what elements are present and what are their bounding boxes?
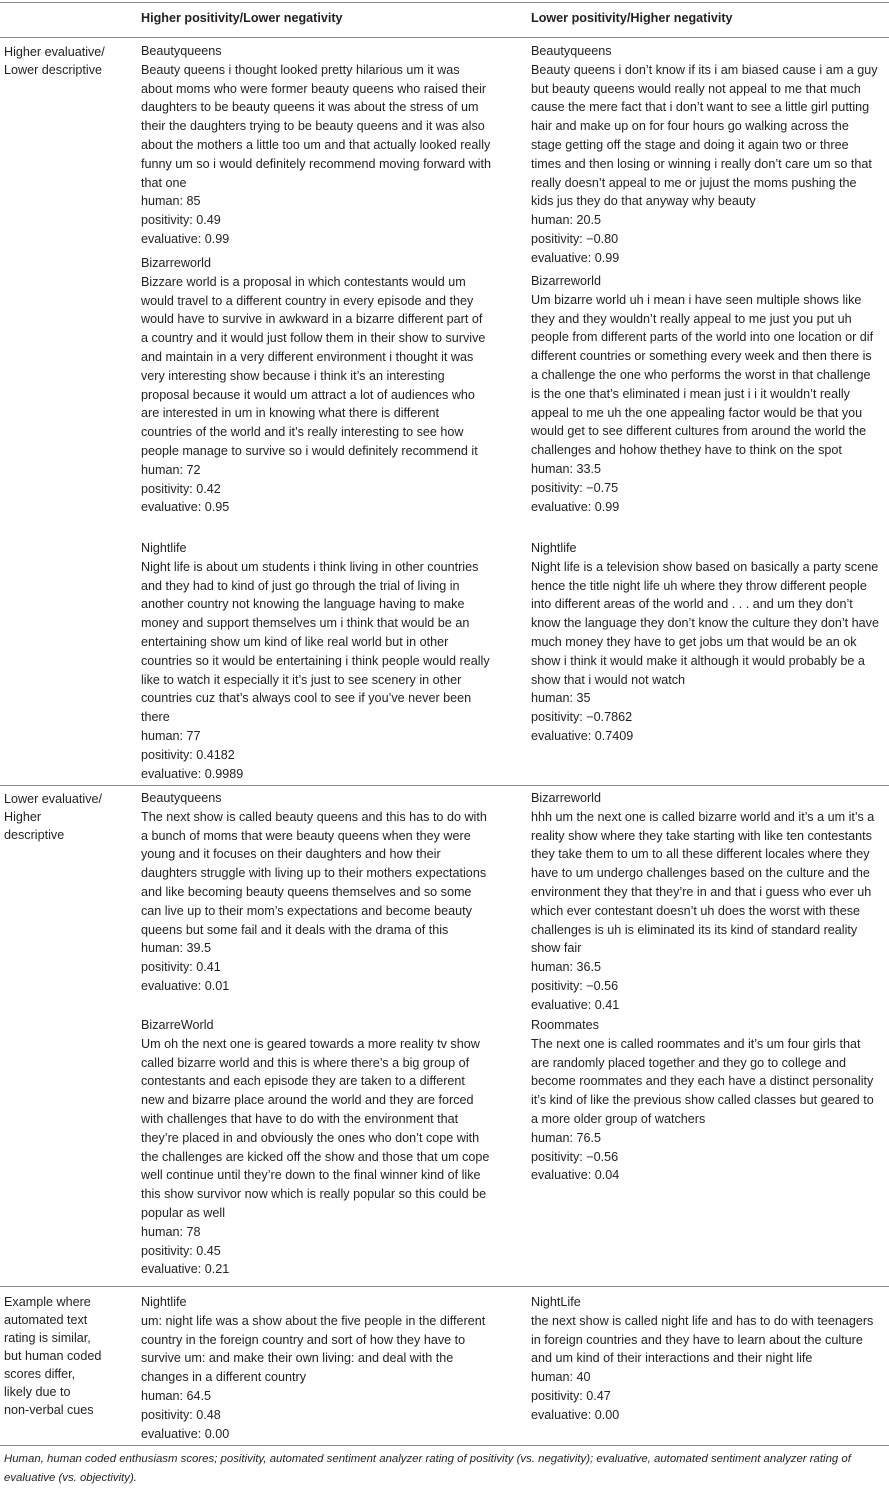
- column-header-higher-positivity: Higher positivity/Lower negativity: [141, 11, 343, 25]
- human-score: human: 76.5: [531, 1130, 602, 1145]
- transcript-cell: [141, 539, 491, 783]
- show-title: Beautyqueens: [531, 44, 612, 58]
- positivity-score: positivity: 0.48: [141, 1407, 221, 1422]
- transcript-cell: [141, 1016, 491, 1279]
- evaluative-score: evaluative: 0.99: [531, 499, 620, 514]
- show-title: Bizarreworld: [531, 274, 601, 288]
- group-rule: [0, 1286, 889, 1287]
- human-score: human: 39.5: [141, 941, 212, 956]
- transcript-text: Um oh the next one is geared towards a more reality tv show called bizarre world and this is where there’s a big group of contestants and each episode they are taken to a different new and bizarre place around the world and they are forced with challenges that have to do with the environment that they’re placed in and obviously the ones who don’t cope with the challenges are kicked off the show and those that um cope well continue until they’re down to the final winner kind of like this show survivor now which is really popular so this could be popular as well: [141, 1036, 490, 1220]
- row-group-label: Lower evaluative/ Higher descriptive: [4, 792, 103, 842]
- positivity-score: positivity: −0.56: [531, 978, 619, 993]
- transcript-text: Night life is a television show based on basically a party scene hence the title night life uh where they throw different people into different areas of the world and . . . and um they don’t know the language they don’t know the culture they don’t have much money they have to get jobs um that would be an ok show i think it would make it although it would probably be a show that i would not watch: [531, 559, 879, 687]
- human-score: human: 64.5: [141, 1388, 212, 1403]
- show-title: BizarreWorld: [141, 1018, 214, 1032]
- transcript-cell: [141, 1293, 491, 1443]
- row-group-label: Example where automated text rating is similar, but human coded scores differ, likely due to non-verbal cues: [4, 1295, 102, 1417]
- evaluative-score: evaluative: 0.21: [141, 1262, 230, 1277]
- transcript-text: um: night life was a show about the five people in the different country in the foreign country and sort of how they have to survive um: and make their own living: and deal with the changes in a different country: [141, 1313, 486, 1385]
- positivity-score: positivity: 0.42: [141, 481, 221, 496]
- positivity-score: positivity: 0.45: [141, 1243, 221, 1258]
- positivity-score: positivity: −0.56: [531, 1149, 619, 1164]
- transcript-text: the next show is called night life and has to do with teenagers in foreign countries and they have to learn about the culture and um kind of their interactions and their night life: [531, 1313, 874, 1366]
- transcript-text: Bizzare world is a proposal in which contestants would um would travel to a different country in every episode and they would have to survive in awkward in a bizarre different part of a country and it would just follow them in their show to survive and maintain in a very different environment i thought it was very interesting show because i think it’s an interesting proposal because it would um attract a lot of audiences who are interested in um in knowing what there is different countries of the world and it’s really interesting to see how people manage to survive so i would definitely recommend it: [141, 274, 486, 458]
- transcript-cell: [531, 1293, 881, 1425]
- evaluative-score: evaluative: 0.9989: [141, 766, 244, 781]
- transcript-text: Beauty queens i thought looked pretty hilarious um it was about moms who were former beauty queens who raised their daughters to be beauty queens it was about the stress of um their the daughters trying to be beauty queens and it was also about the mothers a little too um and that actually looked really funny um so i would definitely recommend moving forward with that one: [141, 62, 491, 190]
- transcript-text: The next show is called beauty queens and this has to do with a bunch of moms that were beauty queens when they were young and it focuses on their daughters and how their daughters struggle with living up to their mothers expectations and like becoming beauty queens themselves and so some can live up to their mom’s expectations and become beauty queens but some fail and it deals with the drama of this: [141, 809, 487, 937]
- evaluative-score: evaluative: 0.99: [141, 231, 230, 246]
- evaluative-score: evaluative: 0.00: [531, 1407, 620, 1422]
- human-score: human: 40: [531, 1370, 591, 1385]
- evaluative-score: evaluative: 0.01: [141, 978, 230, 993]
- show-title: Nightlife: [141, 541, 187, 555]
- human-score: human: 78: [141, 1224, 201, 1239]
- row-group-label: Higher evaluative/ Lower descriptive: [4, 45, 105, 77]
- transcript-cell: [141, 42, 491, 249]
- transcript-text: The next one is called roommates and it’s um four girls that are randomly placed together and they go to college and become roommates and they each have a distinct personality it’s kind of like the previous show called classes but geared to a more older group of watchers: [531, 1036, 874, 1126]
- positivity-score: positivity: 0.41: [141, 960, 221, 975]
- evaluative-score: evaluative: 0.95: [141, 500, 230, 515]
- show-title: Nightlife: [531, 541, 577, 555]
- show-title: NightLife: [531, 1295, 581, 1309]
- positivity-score: positivity: −0.75: [531, 480, 619, 495]
- evaluative-score: evaluative: 0.99: [531, 250, 620, 265]
- group-rule: [0, 785, 889, 786]
- show-title: Bizarreworld: [141, 256, 211, 270]
- show-title: Bizarreworld: [531, 791, 601, 805]
- evaluative-score: evaluative: 0.00: [141, 1426, 230, 1441]
- human-score: human: 85: [141, 194, 201, 209]
- positivity-score: positivity: 0.47: [531, 1388, 611, 1403]
- positivity-score: positivity: 0.49: [141, 213, 221, 228]
- evaluative-score: evaluative: 0.04: [531, 1168, 620, 1183]
- show-title: Roommates: [531, 1018, 599, 1032]
- human-score: human: 33.5: [531, 461, 602, 476]
- top-rule: [0, 2, 889, 3]
- show-title: Beautyqueens: [141, 791, 222, 805]
- table-footnote: Human, human coded enthusiasm scores; positivity, automated sentiment analyzer rating of positivity (vs. negativity); evaluative, automated sentiment analyzer rating of evaluative (vs. objectivity).: [4, 1453, 851, 1484]
- human-score: human: 35: [531, 691, 591, 706]
- transcript-cell: [531, 272, 881, 516]
- transcript-text: Night life is about um students i think living in other countries and they had to kind of just go through the trial of living in another country not knowing the language having to make money and support themselves um i think that would be an entertaining show um kind of like real world but in other countries so it would be entertaining i think people would really like to watch it especially it it’s just to see scenery in other countries cuz that’s always cool to see if you’ve never been there: [141, 559, 490, 725]
- human-score: human: 20.5: [531, 213, 602, 228]
- transcript-cell: [531, 42, 881, 268]
- transcript-cell: [531, 539, 881, 746]
- positivity-score: positivity: −0.7862: [531, 710, 633, 725]
- show-title: Nightlife: [141, 1295, 187, 1309]
- transcript-cell: [531, 1016, 881, 1185]
- human-score: human: 36.5: [531, 960, 602, 975]
- evaluative-score: evaluative: 0.7409: [531, 728, 634, 743]
- show-title: Beautyqueens: [141, 44, 222, 58]
- human-score: human: 77: [141, 728, 201, 743]
- header-rule: [0, 37, 889, 38]
- transcript-text: hhh um the next one is called bizarre world and it’s a um it’s a reality show where they take starting with like ten contestants they take them to um to all these different locales where they have to um undergo challenges based on the culture and the environment they that they’re in and that i guess who ever uh which ever contestant doesn’t uh does the worst with these challenges is uh is eliminated its its kind of standard reality show fair: [531, 809, 875, 956]
- positivity-score: positivity: −0.80: [531, 231, 619, 246]
- evaluative-score: evaluative: 0.41: [531, 997, 620, 1012]
- human-score: human: 72: [141, 462, 201, 477]
- column-header-lower-positivity: Lower positivity/Higher negativity: [531, 11, 733, 25]
- bottom-rule: [0, 1445, 889, 1446]
- transcript-cell: [141, 254, 491, 517]
- transcript-text: Um bizarre world uh i mean i have seen multiple shows like they and they wouldn’t really appeal to me just you put uh people from different parts of the world into one location or dif different countries or something every week and then there is a challenge the one who performs the worst in that challenge is the one that’s eliminated i mean just i i it wouldn’t really appeal to me uh the one appealing factor would be that you would get to see different cultures from around the world the challenges and hohow thethey have to think on the spot: [531, 292, 874, 458]
- transcript-cell: [531, 789, 881, 1015]
- transcript-cell: [141, 789, 491, 996]
- transcript-text: Beauty queens i don’t know if its i am biased cause i am a guy but beauty queens would really not appeal to me that much cause the mere fact that i don’t want to see a little girl putting hair and make up on for four hours go walking across the stage getting off the stage and doing it again two or three times and then losing or winning i really don’t care um so that really doesn’t appeal to me or jujust the moms pushing the kids jus they do that anyway why beauty: [531, 62, 878, 209]
- positivity-score: positivity: 0.4182: [141, 747, 235, 762]
